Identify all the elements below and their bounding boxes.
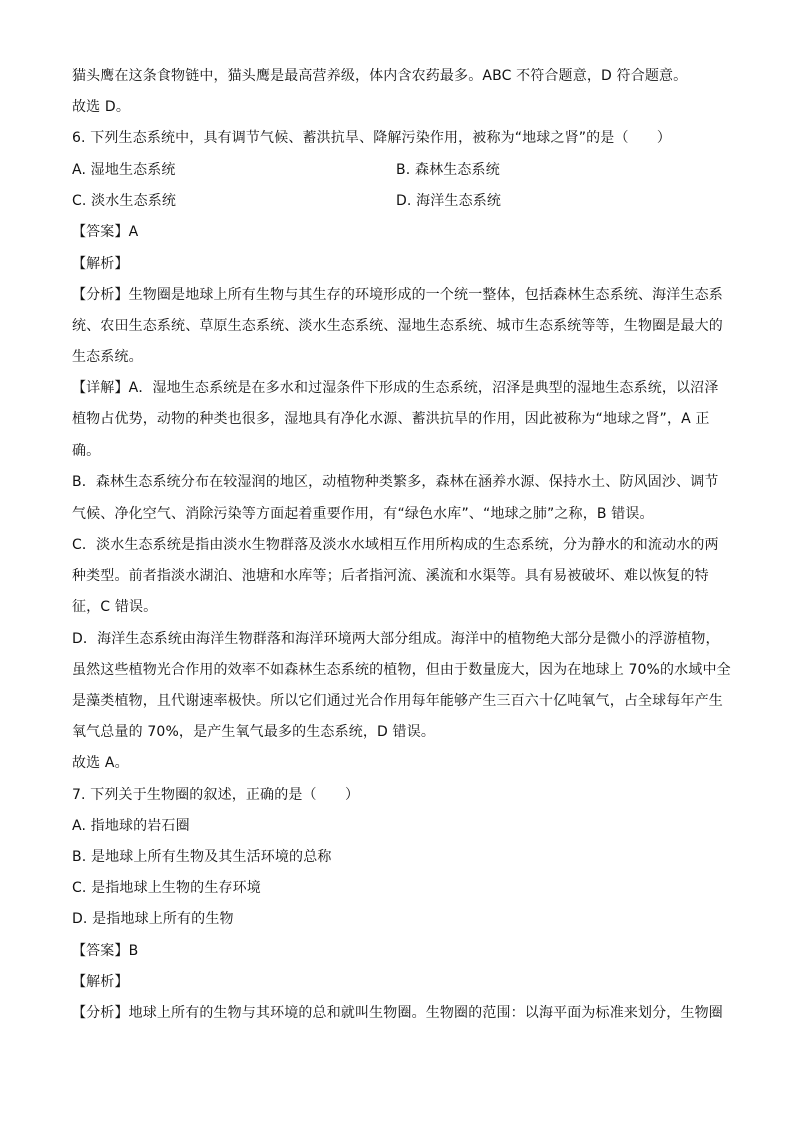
question-7-stem: 7. 下列关于生物圈的叙述，正确的是（ ） <box>72 787 360 803</box>
text-line: 故选 A。 <box>72 755 129 771</box>
text-line: 统、农田生态系统、草原生态系统、淡水生态系统、湿地生态系统、城市生态系统等等，生物圈是最大的 <box>72 318 723 334</box>
text-line: B．森林生态系统分布在较湿润的地区，动植物种类繁多，森林在涵养水源、保持水土、防风固沙、调节 <box>72 474 719 490</box>
analysis-label: 【解析】 <box>72 256 129 272</box>
question-6-option-b: B. 森林生态系统 <box>396 162 500 178</box>
text-line: 植物占优势，动物的种类也很多，湿地具有净化水源、蓄洪抗旱的作用，因此被称为“地球之肾”，A 正 <box>72 411 710 427</box>
question-6-option-c: C. 淡水生态系统 <box>72 193 177 209</box>
text-line: 猫头鹰在这条食物链中，猫头鹰是最高营养级，体内含农药最多。ABC 不符合题意，D 符合题意。 <box>72 68 688 84</box>
text-line: 【分析】生物圈是地球上所有生物与其生存的环境形成的一个统一整体，包括森林生态系统、海洋生态系 <box>72 287 723 303</box>
text-line: 是藻类植物，且代谢速率极快。所以它们通过光合作用每年能够产生三百六十亿吨氧气，占全球每年产生 <box>72 693 723 709</box>
text-line: 确。 <box>72 443 101 459</box>
text-line: 故选 D。 <box>72 99 130 115</box>
question-6-option-d: D. 海洋生态系统 <box>396 193 502 209</box>
question-7-option-d: D. 是指地球上所有的生物 <box>72 911 234 927</box>
analysis-label: 【解析】 <box>72 974 129 990</box>
text-line: 【详解】A．湿地生态系统是在多水和过湿条件下形成的生态系统，沼泽是典型的湿地生态系统，以沼泽 <box>72 380 719 396</box>
answer-label: 【答案】A <box>72 224 139 240</box>
question-7-option-c: C. 是指地球上生物的生存环境 <box>72 880 261 896</box>
answer-label: 【答案】B <box>72 943 139 959</box>
text-line: 生态系统。 <box>72 349 143 365</box>
question-7-option-b: B. 是地球上所有生物及其生活环境的总称 <box>72 849 332 865</box>
question-7-option-a: A. 指地球的岩石圈 <box>72 818 190 834</box>
text-line: C．淡水生态系统是指由淡水生物群落及淡水水域相互作用所构成的生态系统，分为静水的和流动水的两 <box>72 537 719 553</box>
question-6-option-a: A. 湿地生态系统 <box>72 162 176 178</box>
text-line: 征，C 错误。 <box>72 599 158 615</box>
text-line: 氧气总量的 70%，是产生氧气最多的生态系统，D 错误。 <box>72 724 435 740</box>
text-line: 种类型。前者指淡水湖泊、池塘和水库等；后者指河流、溪流和水渠等。具有易被破坏、难以恢复的特 <box>72 568 709 584</box>
text-line: 【分析】地球上所有的生物与其环境的总和就叫生物圈。生物圈的范围：以海平面为标准来划分，生物圈 <box>72 1005 723 1021</box>
text-line: D．海洋生态系统由海洋生物群落和海洋环境两大部分组成。海洋中的植物绝大部分是微小的浮游植物， <box>72 631 720 647</box>
question-6-stem: 6. 下列生态系统中，具有调节气候、蓄洪抗旱、降解污染作用，被称为“地球之肾”的是（ ） <box>72 130 672 146</box>
text-line: 虽然这些植物光合作用的效率不如森林生态系统的植物，但由于数量庞大，因为在地球上 70%的水域中全 <box>72 662 731 678</box>
text-line: 气候、净化空气、消除污染等方面起着重要作用，有“绿色水库”、“地球之肺”之称，B 错误。 <box>72 506 654 522</box>
